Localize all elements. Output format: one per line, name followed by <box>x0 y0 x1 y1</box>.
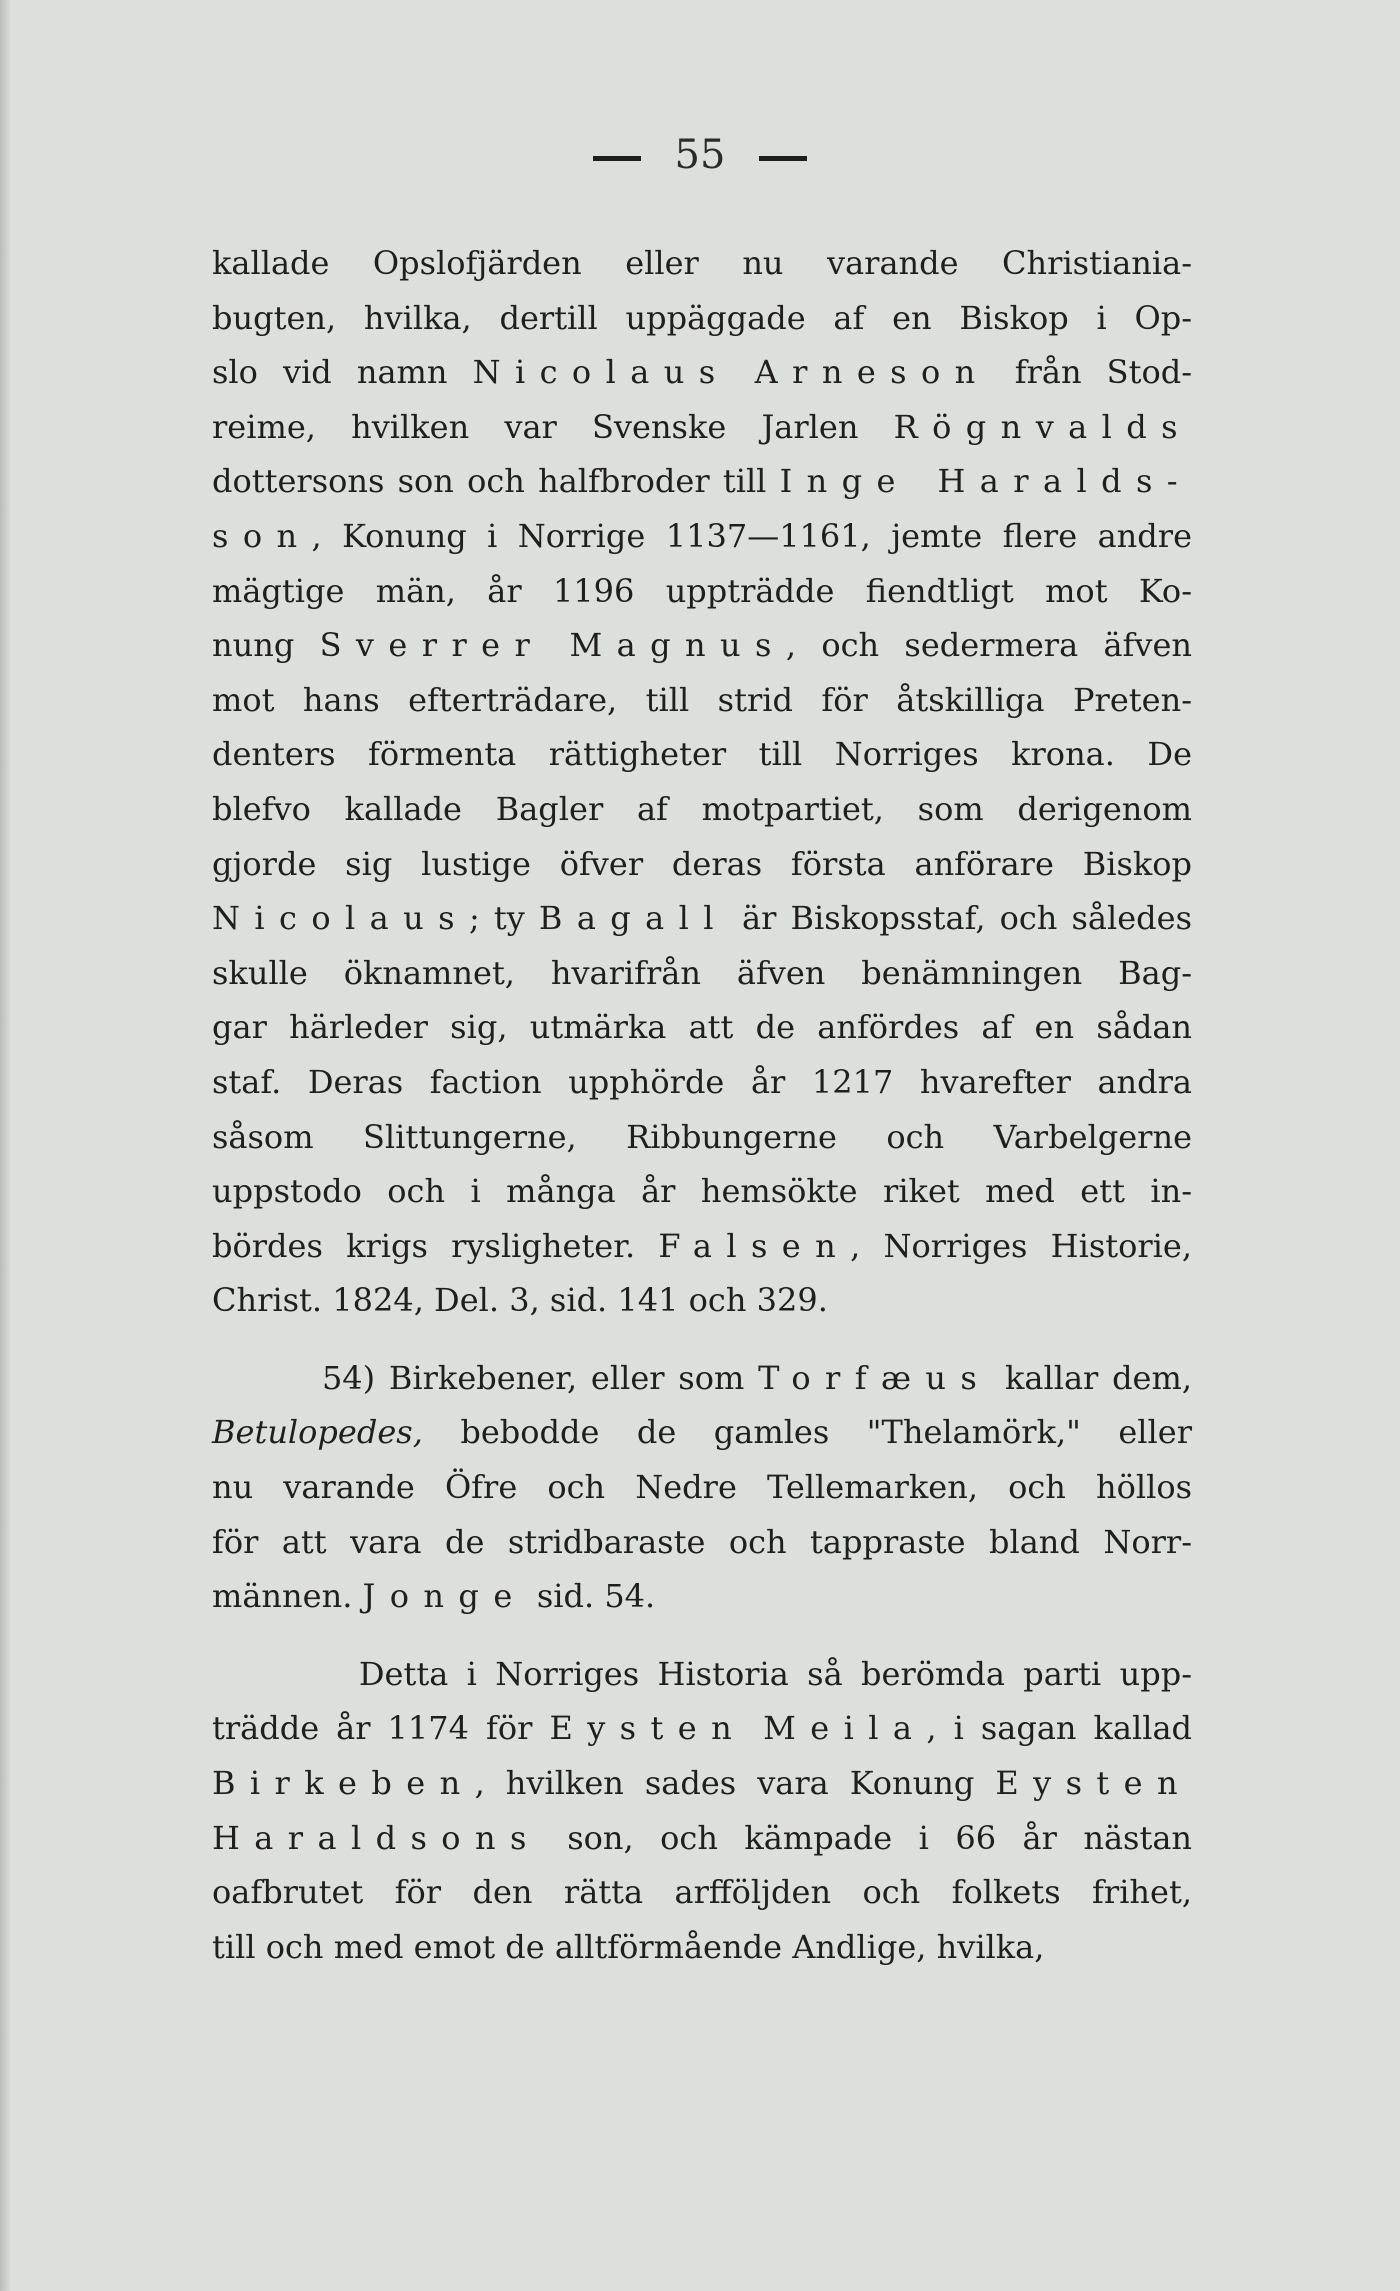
spaced-name: Arneson <box>754 353 990 392</box>
dash-left <box>593 156 641 161</box>
text-line <box>212 1351 1192 1406</box>
text-line <box>212 345 1192 400</box>
text-run: , hvilken sades vara Konung <box>474 1764 996 1803</box>
paragraph <box>212 236 1192 1328</box>
text-run: trädde år 1174 för <box>212 1709 550 1748</box>
spaced-name: Nicolaus <box>472 353 730 392</box>
text-line <box>212 291 1192 346</box>
text-run: , Konung i Norrige 1137—1161, jemte flere andre <box>311 516 1192 555</box>
text-line <box>212 1647 1192 1702</box>
paragraph-gap <box>212 1624 1192 1647</box>
spaced-name: Magnus <box>569 626 786 665</box>
text-run <box>730 353 755 391</box>
spaced-name: Jonge <box>362 1577 527 1616</box>
text-line <box>212 1405 1192 1460</box>
text-run: denters förmenta rättigheter till Norriges krona. De <box>212 735 1192 774</box>
text-run: oafbrutet för den rätta arfföljden och folkets frihet, <box>212 1873 1192 1912</box>
spaced-name: Torfæus <box>758 1358 992 1397</box>
text-line <box>212 1569 1192 1624</box>
spaced-name: Haraldsons <box>212 1818 541 1857</box>
text-line <box>212 1811 1192 1866</box>
page-number: 55 <box>674 132 726 178</box>
text-run: bebodde de gamles "Thelamörk," eller <box>422 1413 1192 1452</box>
text-line <box>212 673 1192 728</box>
page-edge <box>0 0 10 2291</box>
text-run: , och sedermera äfven <box>785 626 1192 665</box>
text-line <box>212 236 1192 291</box>
text-run: gar härleder sig, utmärka att de anfördes af en sådan <box>212 1008 1192 1047</box>
spaced-name: Meila <box>763 1709 927 1748</box>
text-run: 54) Birkebener, eller som <box>212 1358 759 1397</box>
text-run: kallar dem, <box>991 1358 1192 1397</box>
text-run: nung <box>212 626 320 665</box>
text-line <box>212 1000 1192 1055</box>
text-run: från Stod- <box>989 353 1193 392</box>
text-line <box>212 618 1192 673</box>
text-run: son, och kämpade i 66 år nästan <box>540 1818 1192 1857</box>
text-run: , i sagan kallad <box>926 1709 1193 1748</box>
text-run: för att vara de stridbaraste och tappraste bland Norr- <box>212 1522 1192 1561</box>
spaced-name: Inge Haralds- <box>779 462 1193 501</box>
body-text <box>212 236 1192 1974</box>
text-line <box>212 946 1192 1001</box>
text-run: männen. <box>212 1577 363 1616</box>
text-run: nu varande Öfre och Nedre Tellemarken, och höllos <box>212 1468 1192 1507</box>
text-line <box>212 400 1192 455</box>
italic-text: Betulopedes, <box>212 1413 423 1452</box>
paragraph <box>212 1647 1192 1975</box>
text-run: gjorde sig lustige öfver deras första anförare Biskop <box>212 844 1192 883</box>
text-line <box>212 1756 1192 1811</box>
text-line <box>212 1515 1192 1570</box>
text-line <box>212 1164 1192 1219</box>
text-run: skulle öknamnet, hvarifrån äfven benämningen Bag- <box>212 953 1192 992</box>
text-run: dottersons son och halfbroder till <box>212 462 780 501</box>
text-run: reime, hvilken var Svenske Jarlen <box>212 407 894 446</box>
text-run: ; ty <box>468 899 539 938</box>
text-line <box>212 1273 1192 1328</box>
text-run: slo vid namn <box>212 353 473 392</box>
text-line <box>212 454 1192 509</box>
text-run: kallade Opslofjärden eller nu varande Christiania- <box>212 244 1192 282</box>
paragraph <box>212 1351 1192 1624</box>
text-run: blefvo kallade Bagler af motpartiet, som derigenom <box>212 789 1192 828</box>
spaced-name: Eysten <box>549 1709 747 1748</box>
text-run: bördes krigs rysligheter. <box>212 1226 659 1265</box>
text-line <box>212 1920 1192 1975</box>
text-run: uppstodo och i många år hemsökte riket med ett in- <box>212 1172 1192 1211</box>
text-run: Christ. 1824, Del. 3, sid. 141 och 329. <box>212 1281 828 1320</box>
spaced-name: Falsen <box>658 1226 851 1265</box>
paragraph-gap <box>212 1328 1192 1351</box>
spaced-name: Eysten <box>995 1764 1192 1803</box>
text-line <box>212 1219 1192 1274</box>
text-run <box>544 626 569 664</box>
text-run: staf. Deras faction upphörde år 1217 hvarefter andra <box>212 1062 1192 1101</box>
spaced-name: son <box>212 516 312 555</box>
text-line <box>212 1110 1192 1165</box>
text-line <box>212 1865 1192 1920</box>
spaced-name: Birkeben <box>212 1764 475 1803</box>
text-line <box>212 837 1192 892</box>
page-number-header <box>0 132 1400 178</box>
text-line <box>212 891 1192 946</box>
text-run: mägtige män, år 1196 uppträdde fiendtligt mot Ko- <box>212 571 1192 610</box>
text-run: sid. 54. <box>526 1577 656 1616</box>
text-line <box>212 782 1192 837</box>
spaced-name: Sverrer <box>319 626 545 665</box>
text-line <box>212 509 1192 564</box>
spaced-name: Bagall <box>538 899 728 938</box>
text-run: Detta i Norriges Historia så berömda parti upp- <box>212 1654 1192 1693</box>
text-line <box>212 1701 1192 1756</box>
text-run <box>746 1709 763 1747</box>
text-run: såsom Slittungerne, Ribbungerne och Varbelgerne <box>212 1117 1192 1156</box>
spaced-name: Rögnvalds <box>893 407 1192 446</box>
text-run: är Biskopsstaf, och således <box>727 899 1193 938</box>
text-line <box>212 1460 1192 1515</box>
text-run: , Norriges Historie, <box>850 1226 1193 1265</box>
text-line <box>212 564 1192 619</box>
text-run: till och med emot de alltförmående Andlige, hvilka, <box>212 1927 1045 1966</box>
text-line <box>212 727 1192 782</box>
text-run: mot hans efterträdare, till strid för åtskilliga Preten- <box>212 680 1192 719</box>
text-run: bugten, hvilka, dertill uppäggade af en Biskop i Op- <box>212 298 1192 337</box>
dash-right <box>759 156 807 161</box>
text-line <box>212 1055 1192 1110</box>
spaced-name: Nicolaus <box>212 899 469 938</box>
